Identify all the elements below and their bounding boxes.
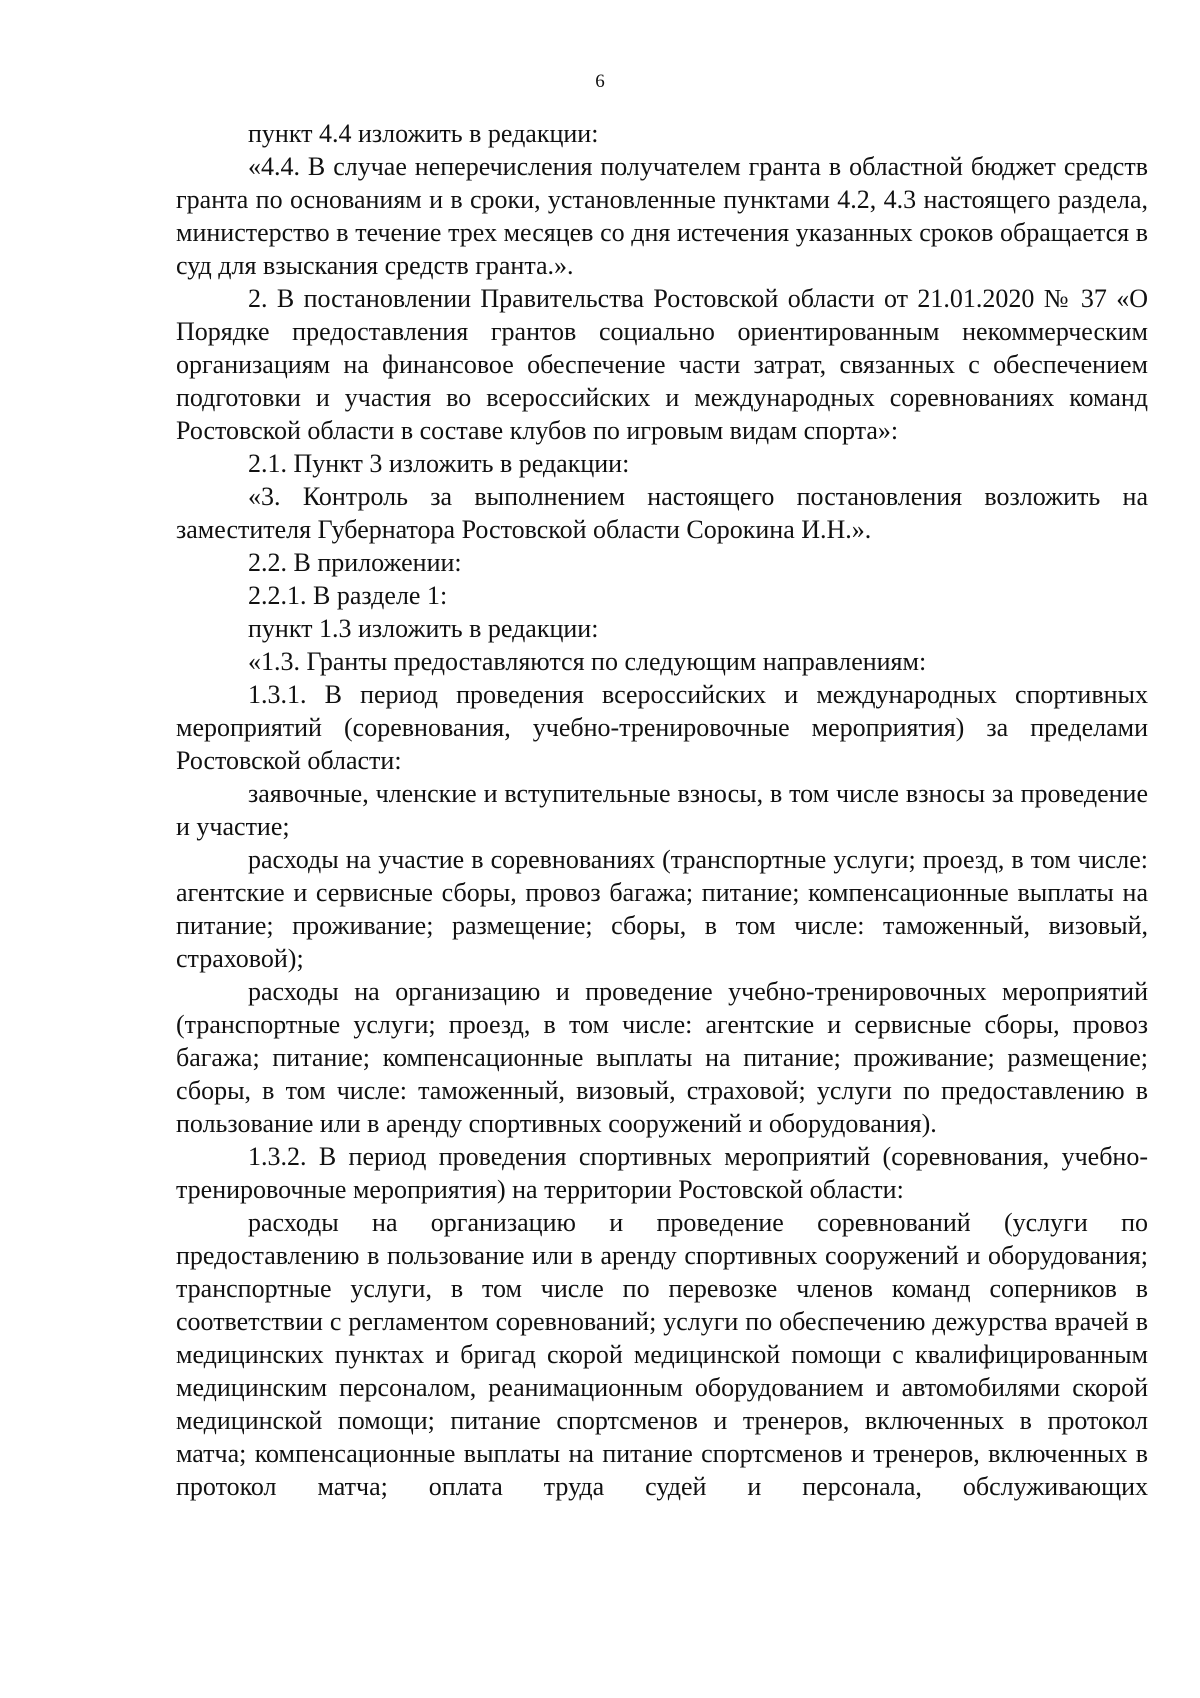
paragraph: пункт 4.4 изложить в редакции: (248, 119, 599, 148)
paragraph: «3. Контроль за выполнением настоящего постановления возложить на заместителя Губернатора Ростовской области Сорокина И.Н.». (176, 482, 1148, 544)
paragraph: 2.2. В приложении: (248, 548, 462, 577)
paragraph: 2.1. Пункт 3 изложить в редакции: (248, 449, 630, 478)
paragraph: «4.4. В случае неперечисления получателем гранта в областной бюджет средств гранта по основаниям и в сроки, установленные пунктами 4.2, 4.3 настоящего раздела, министерство в течение трех месяцев со дня истечения указанных сроков обращается в суд для взыскания средств гранта.». (176, 152, 1148, 280)
paragraph: 2.2.1. В разделе 1: (248, 581, 448, 610)
paragraph: 1.3.2. В период проведения спортивных мероприятий (соревнования, учебно-тренировочные мероприятия) на территории Ростовской области: (176, 1142, 1148, 1204)
paragraph: «1.3. Гранты предоставляются по следующим направлениям: (248, 647, 927, 676)
document-body (176, 117, 1148, 1503)
paragraph: 1.3.1. В период проведения всероссийских и международных спортивных мероприятий (соревнования, учебно-тренировочные мероприятия) за пределами Ростовской области: (176, 680, 1148, 775)
paragraph: расходы на организацию и проведение учебно-тренировочных мероприятий (транспортные услуги; проезд, в том числе: агентские и сервисные сборы, провоз багажа; питание; компенсационные выплаты на питание; проживание; размещение; сборы, в том числе: таможенный, визовый, страховой; услуги по предоставлению в пользование или в аренду спортивных сооружений и оборудования). (176, 977, 1148, 1138)
paragraph: пункт 1.3 изложить в редакции: (248, 614, 599, 643)
paragraph: расходы на участие в соревнованиях (транспортные услуги; проезд, в том числе: агентские и сервисные сборы, провоз багажа; питание; компенсационные выплаты на питание; проживание; размещение; сборы, в том числе: таможенный, визовый, страховой); (176, 845, 1148, 973)
page-number: 6 (595, 71, 605, 92)
paragraph: расходы на организацию и проведение соревнований (услуги по предоставлению в пользование или в аренду спортивных сооружений и оборудования; транспортные услуги, в том числе по перевозке членов команд соперников в соответствии с регламентом соревнований; услуги по обеспечению дежурства врачей в медицинских пунктах и бригад скорой медицинской помощи с квалифицированным медицинским персоналом, реанимационным оборудованием и автомобилями скорой медицинской помощи; питание спортсменов и тренеров, включенных в протокол матча; компенсационные выплаты на питание спортсменов и тренеров, включенных в протокол матча; оплата труда судей и персонала, обслуживающих (176, 1208, 1148, 1501)
paragraph: 2. В постановлении Правительства Ростовской области от 21.01.2020 № 37 «О Порядке предоставления грантов социально ориентированным некоммерческим организациям на финансовое обеспечение части затрат, связанных с обеспечением подготовки и участия во всероссийских и международных соревнованиях команд Ростовской области в составе клубов по игровым видам спорта»: (176, 284, 1148, 445)
paragraph: заявочные, членские и вступительные взносы, в том числе взносы за проведение и участие; (176, 779, 1148, 841)
